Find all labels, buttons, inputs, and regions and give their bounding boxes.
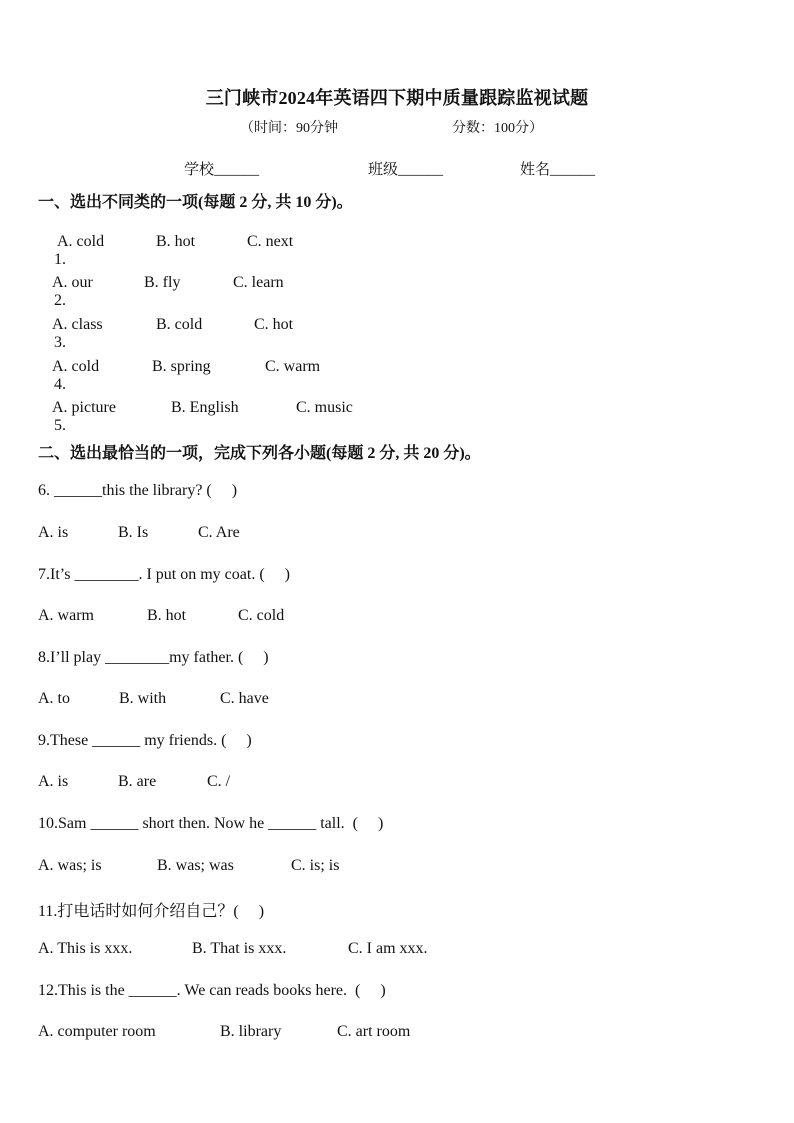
question-3-option-b: B. cold — [156, 316, 203, 333]
question-11-option-a: A. This is xxx. — [38, 940, 133, 957]
question-7-option-c: C. cold — [238, 607, 285, 624]
question-6-option-a: A. is — [38, 524, 69, 541]
question-2-option-b: B. fly — [144, 274, 181, 291]
section-1-title: 一、选出不同类的一项(每题 2 分, 共 10 分)。 — [38, 194, 353, 211]
question-number: 3. — [54, 334, 66, 351]
question-12-stem: 12.This is the ______. We can reads books here. ( ) — [38, 982, 386, 999]
question-4-option-c: C. warm — [265, 358, 321, 375]
question-12-option-b: B. library — [220, 1023, 282, 1040]
question-number: 1. — [54, 251, 70, 268]
question-1-option-b: B. hot — [156, 233, 196, 250]
question-4-option-a: A. cold — [52, 358, 100, 375]
question-5-option-a: A. picture — [52, 399, 116, 416]
question-4-option-b: B. spring — [152, 358, 211, 375]
question-10-option-a: A. was; is — [38, 857, 102, 874]
question-number: 2. — [54, 292, 66, 309]
class-field: 班级______ — [368, 162, 444, 178]
question-8-option-a: A. to — [38, 690, 70, 707]
question-9-stem: 9.These ______ my friends. ( ) — [38, 732, 252, 749]
question-5-option-b: B. English — [171, 399, 239, 416]
question-1-option-a: A. cold — [57, 233, 105, 250]
exam-time: （时间：90分钟 — [240, 121, 338, 136]
question-number: 5. — [54, 417, 66, 434]
question-10-option-c: C. is; is — [291, 857, 340, 874]
question-3-option-a: A. class — [52, 316, 103, 333]
exam-score: 分数：100分） — [452, 121, 543, 136]
question-11-option-c: C. I am xxx. — [348, 940, 428, 957]
question-8-option-c: C. have — [220, 690, 269, 707]
exam-title: 三门峡市2024年英语四下期中质量跟踪监视试题 — [205, 88, 589, 108]
question-7-option-a: A. warm — [38, 607, 94, 624]
question-10-stem: 10.Sam ______ short then. Now he ______ tall. ( ) — [38, 815, 384, 832]
question-6-stem: 6. ______this the library? ( ) — [38, 482, 238, 499]
question-7-option-b: B. hot — [147, 607, 187, 624]
question-12-option-a: A. computer room — [38, 1023, 156, 1040]
question-5-option-c: C. music — [296, 399, 353, 416]
question-7-stem: 7.It’s ________. I put on my coat. ( ) — [38, 566, 290, 583]
question-6-option-b: B. Is — [118, 524, 149, 541]
question-1-option-c: C. next — [247, 233, 294, 250]
question-11-option-b: B. That is xxx. — [192, 940, 287, 957]
question-8-option-b: B. with — [119, 690, 167, 707]
question-number: 4. — [54, 376, 66, 393]
school-field: 学校______ — [184, 162, 260, 178]
section-2-title: 二、选出最恰当的一项，完成下列各小题(每题 2 分, 共 20 分)。 — [38, 445, 481, 462]
name-field: 姓名______ — [520, 162, 596, 178]
question-2-option-a: A. our — [52, 274, 93, 291]
question-9-option-c: C. / — [207, 773, 231, 790]
question-8-stem: 8.I’ll play ________my father. ( ) — [38, 649, 269, 666]
question-9-option-a: A. is — [38, 773, 69, 790]
question-12-option-c: C. art room — [337, 1023, 411, 1040]
question-2-option-c: C. learn — [233, 274, 284, 291]
question-11-stem: 11.打电话时如何介绍自己？( ) — [38, 903, 265, 920]
question-9-option-b: B. are — [118, 773, 157, 790]
question-10-option-b: B. was; was — [157, 857, 234, 874]
question-6-option-c: C. Are — [198, 524, 240, 541]
question-3-option-c: C. hot — [254, 316, 294, 333]
